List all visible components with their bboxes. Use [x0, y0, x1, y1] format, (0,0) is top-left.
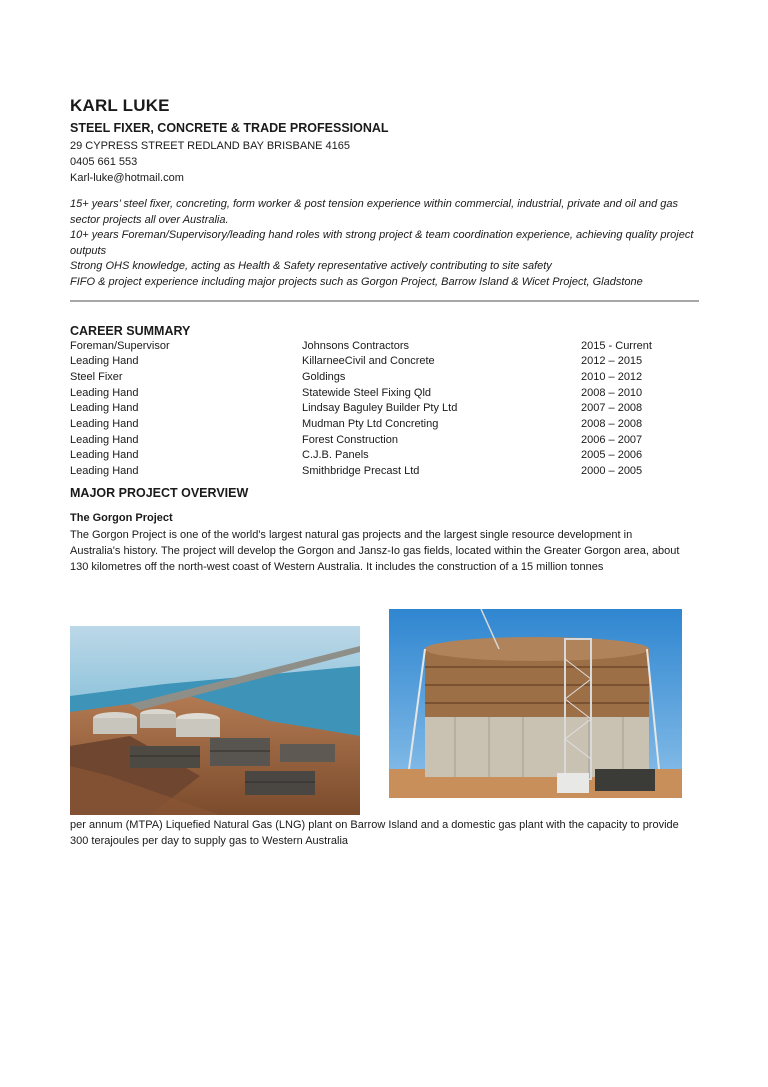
gorgon-paragraph: The Gorgon Project is one of the world's largest natural gas projects and the largest single resource development in Australia's history. The project will develop the Gorgon and Jansz-Io gas fields, located within the Greater Gorgon area, about 130 kilometres off the north-west coast of Western Australia. It includes the construction of a 15 million tonnes: [70, 528, 680, 573]
table-row: [70, 448, 700, 464]
divider: [70, 300, 699, 302]
phone: 0405 661 553: [70, 156, 138, 168]
company-cell: Smithbridge Precast Ltd: [302, 465, 420, 478]
table-row: [70, 464, 700, 480]
career-summary-heading: CAREER SUMMARY: [70, 323, 191, 338]
gorgon-paragraph-continued: per annum (MTPA) Liquefied Natural Gas (LNG) plant on Barrow Island and a domestic gas plant with the capacity to provide 300 terajoules per day to supply gas to Western Australia: [70, 819, 679, 847]
years-cell: 2012 – 2015: [581, 355, 643, 368]
years-cell: 2000 – 2005: [581, 465, 643, 478]
summary-line: FIFO & project experience including major projects such as Gorgon Project, Barrow Island & Wicet Project, Gladstone: [70, 275, 643, 288]
company-cell: KillarneeCivil and Concrete: [302, 355, 435, 368]
company-cell: C.J.B. Panels: [302, 449, 369, 462]
company-cell: Mudman Pty Ltd Concreting: [302, 418, 439, 431]
years-cell: 2007 – 2008: [581, 402, 643, 415]
role-cell: Foreman/Supervisor: [70, 339, 170, 352]
role-cell: Leading Hand: [70, 433, 139, 446]
email: Karl-luke@hotmail.com: [70, 172, 184, 184]
role-cell: Steel Fixer: [70, 370, 123, 383]
years-cell: 2008 – 2010: [581, 386, 643, 399]
table-row: [70, 354, 700, 370]
years-cell: 2015 - Current: [581, 339, 652, 352]
job-title: STEEL FIXER, CONCRETE & TRADE PROFESSIONAL: [70, 121, 389, 135]
major-project-heading: MAJOR PROJECT OVERVIEW: [70, 485, 249, 500]
years-cell: 2006 – 2007: [581, 433, 643, 446]
resume-page: [70, 96, 700, 575]
company-cell: Johnsons Contractors: [302, 339, 409, 352]
summary-line: 15+ years’ steel fixer, concreting, form worker & post tension experience within commercial, industrial, private and oil and gas sector projects all over Australia.: [70, 198, 679, 226]
company-cell: Lindsay Baguley Builder Pty Ltd: [302, 402, 458, 415]
profile-summary: [70, 197, 700, 291]
role-cell: Leading Hand: [70, 402, 139, 415]
gorgon-project-title: The Gorgon Project: [70, 511, 173, 524]
summary-line: 10+ years Foreman/Supervisory/leading hand roles with strong project & team coordination experience, achieving quality project outputs: [70, 229, 694, 257]
table-row: [70, 339, 700, 355]
contact-block: [70, 138, 700, 186]
summary-line: Strong OHS knowledge, acting as Health & Safety representative actively contributing to site safety: [70, 260, 552, 273]
role-cell: Leading Hand: [70, 418, 139, 431]
company-cell: Goldings: [302, 370, 346, 383]
years-cell: 2005 – 2006: [581, 449, 643, 462]
table-row: [70, 401, 700, 417]
project-photos: [70, 609, 682, 815]
lng-tank-construction-photo: [389, 609, 682, 798]
table-row: [70, 386, 700, 402]
role-cell: Leading Hand: [70, 449, 139, 462]
years-cell: 2010 – 2012: [581, 370, 643, 383]
role-cell: Leading Hand: [70, 386, 139, 399]
table-row: [70, 433, 700, 449]
role-cell: Leading Hand: [70, 465, 139, 478]
company-cell: Forest Construction: [302, 433, 398, 446]
table-row: [70, 417, 700, 433]
gas-plant-aerial-photo: [70, 626, 360, 815]
table-row: [70, 370, 700, 386]
company-cell: Statewide Steel Fixing Qld: [302, 386, 432, 399]
career-table: [70, 339, 700, 480]
role-cell: Leading Hand: [70, 355, 139, 368]
address: 29 CYPRESS STREET REDLAND BAY BRISBANE 4165: [70, 140, 351, 152]
applicant-name: KARL LUKE: [70, 96, 170, 115]
years-cell: 2008 – 2008: [581, 418, 643, 431]
